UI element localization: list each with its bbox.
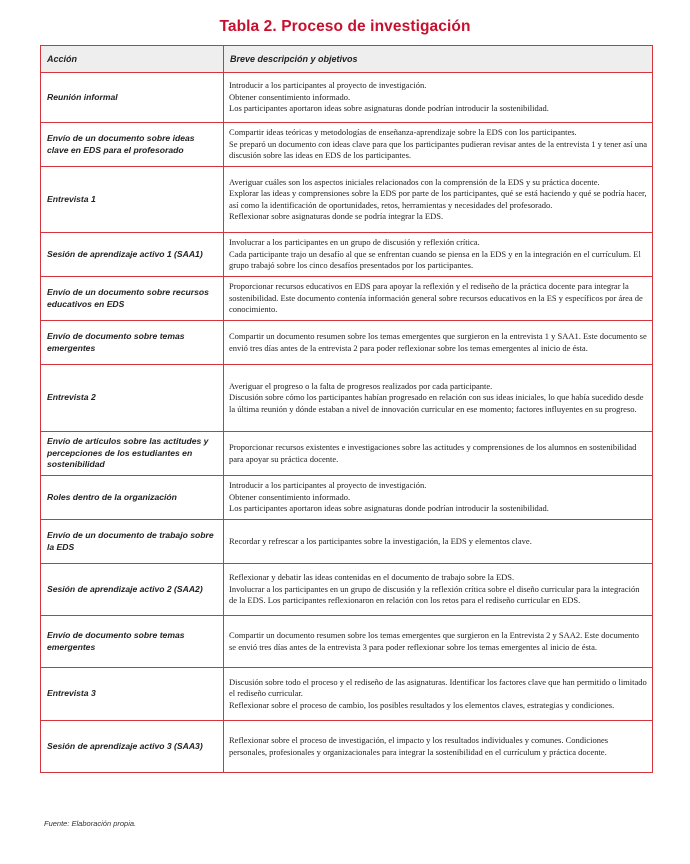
description-cell [224,277,653,321]
action-cell: Entrevista 1 [41,167,224,233]
header-row [41,46,653,73]
description-line: Se preparó un documento con ideas clave para que los participantes pudieran revisar antes de la entrevista 1 y tener así una discusión sobre las ideas en EDS de los participantes. [229,138,647,161]
description-cell [224,476,653,520]
action-cell: Entrevista 3 [41,668,224,721]
description-cell [224,616,653,668]
description-cell [224,365,653,432]
description-cell [224,123,653,167]
table-body [41,73,653,773]
action-cell: Entrevista 2 [41,365,224,432]
action-cell: Envío de un documento sobre recursos educativos en EDS [41,277,224,321]
description-line: Explorar las ideas y comprensiones sobre la EDS por parte de los participantes, qué se está haciendo y qué se podría hacer, así como la identificación de oportunidades, retos, herramientas y necesidades del profesorado. [229,188,647,210]
table-row [41,668,653,721]
description-line: Involucrar a los participantes en un grupo de discusión y reflexión crítica. [229,237,480,248]
description-line: Los participantes aportaron ideas sobre asignaturas donde podrían introducir la sostenibilidad. [229,103,549,114]
action-cell: Sesión de aprendizaje activo 3 (SAA3) [41,721,224,773]
description-line: Reflexionar sobre asignaturas donde se podría integrar la EDS. [229,210,444,221]
table-row [41,123,653,167]
process-table [40,45,653,773]
table-row [41,365,653,432]
action-cell: Envío de un documento de trabajo sobre la EDS [41,520,224,564]
table-row [41,432,653,476]
table-row [41,476,653,520]
table-row [41,73,653,123]
description-line: Proporcionar recursos educativos en EDS para apoyar la reflexión y el rediseño de la práctica docente para integrar la sostenibilidad. Este documento contenía información general sobre recursos educativos en la ES y específicos por área de conocimiento. [229,281,643,315]
table-title: Tabla 2. Proceso de investigación [219,18,471,35]
action-cell: Envío de artículos sobre las actitudes y percepciones de los estudiantes en sostenibilidad [41,432,224,476]
description-line: Compartir un documento resumen sobre los temas emergentes que surgieron en la Entrevista 2 y SAA2. Este documento se envió tres días antes de la entrevista 3 para poder reflexionar sobre los temas emergentes al inicio de ésta. [229,630,639,652]
description-line: Discusión sobre cómo los participantes habían progresado en relación con sus ideas iniciales, lo que había sucedido desde la última reunión y dónde estaban a nivel de innovación curricular en ese momento; factores influyentes en su progreso. [229,392,644,414]
description-line: Obtener consentimiento informado. [229,491,351,502]
table-row [41,277,653,321]
description-line: Recordar y refrescar a los participantes sobre la investigación, la EDS y elementos clave. [229,535,532,546]
table-header [41,46,653,73]
description-line: Compartir ideas teóricas y metodologías de enseñanza-aprendizaje sobre la EDS con los participantes. [229,127,577,138]
table-row [41,520,653,564]
description-cell [224,233,653,277]
table-source: Fuente: Elaboración propia. [44,819,137,828]
description-line: Los participantes aportaron ideas sobre asignaturas donde podrían introducir la sostenibilidad. [229,503,549,514]
description-cell [224,167,653,233]
header-action: Acción [41,46,224,73]
action-cell: Sesión de aprendizaje activo 2 (SAA2) [41,564,224,616]
description-line: Proporcionar recursos existentes e investigaciones sobre las actitudes y comprensiones de los alumnos en sostenibilidad para apoyar su práctica docente. [229,442,637,464]
description-cell [224,73,653,123]
table-row [41,564,653,616]
header-description: Breve descripción y objetivos [224,46,653,73]
action-cell: Roles dentro de la organización [41,476,224,520]
action-cell: Envío de documento sobre temas emergentes [41,321,224,365]
description-line: Reflexionar y debatir las ideas contenidas en el documento de trabajo sobre la EDS. [229,572,515,583]
description-line: Averiguar el progreso o la falta de progresos realizados por cada participante. [229,380,493,391]
table-row [41,233,653,277]
description-cell [224,721,653,773]
description-line: Introducir a los participantes al proyecto de investigación. [229,80,427,91]
action-cell: Sesión de aprendizaje activo 1 (SAA1) [41,233,224,277]
description-line: Introducir a los participantes al proyecto de investigación. [229,480,427,491]
description-line: Averiguar cuáles son los aspectos iniciales relacionados con la comprensión de la EDS y su práctica docente. [229,176,600,187]
description-cell [224,321,653,365]
action-cell: Envío de un documento sobre ideas clave en EDS para el profesorado [41,123,224,167]
description-cell [224,520,653,564]
description-line: Discusión sobre todo el proceso y el rediseño de las asignaturas. Identificar los factores clave que han permitido o limitado el rediseño curricular. [229,676,647,699]
description-cell [224,564,653,616]
table-row [41,167,653,233]
action-cell: Reunión informal [41,73,224,123]
description-line: Involucrar a los participantes en un grupo de discusión y la reflexión crítica sobre el diseño curricular para la integración de la EDS. Los participantes reflexionaron en relación con los retos para el rediseño curricular en EDS. [229,583,640,606]
table-row [41,616,653,668]
table-row [41,321,653,365]
description-line: Reflexionar sobre el proceso de cambio, los posibles resultados y los elementos claves, estrategias y condiciones. [229,699,615,710]
action-cell: Envío de documento sobre temas emergentes [41,616,224,668]
description-cell [224,432,653,476]
description-line: Obtener consentimiento informado. [229,91,351,102]
description-cell [224,668,653,721]
table-row [41,721,653,773]
description-line: Reflexionar sobre el proceso de investigación, el impacto y los resultados individuales y comunes. Condiciones personales, profesionales y organizacionales para integrar la sostenibilidad en el currículum y práctica docente. [229,735,609,757]
description-line: Cada participante trajo un desafío al que se enfrentan cuando se piensa en la EDS y en la integración en el currículum. El grupo trabajó sobre los cinco desafíos presentados por los participantes. [229,248,641,271]
description-line: Compartir un documento resumen sobre los temas emergentes que surgieron en la entrevista 1 y SAA1. Este documento se envió tres días antes de la entrevista 2 para poder reflexionar sobre los temas emergentes al inicio de ésta. [229,331,647,353]
